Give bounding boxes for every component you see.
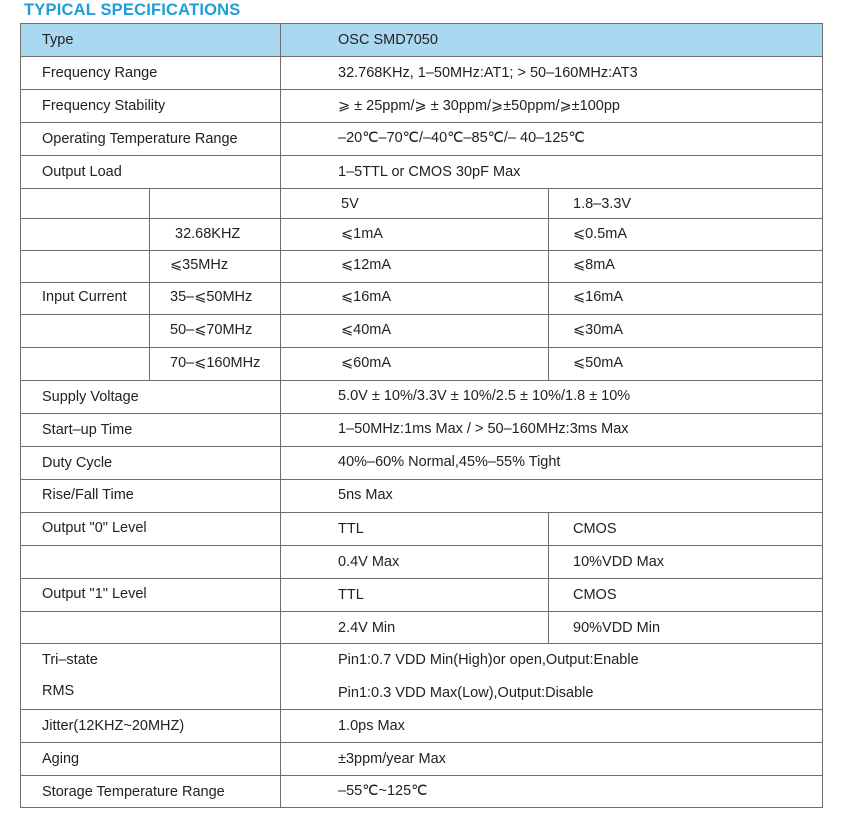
value-tristate-disable: Pin1:0.3 VDD Max(Low),Output:Disable — [338, 685, 594, 701]
output-1-cmos-value: 90%VDD Min — [573, 620, 661, 636]
label-input-current: Input Current — [42, 289, 127, 305]
input-current-5v: ⩽12mA — [341, 257, 392, 273]
label-frequency-stability: Frequency Stability — [42, 98, 166, 114]
label-type: Type — [42, 32, 74, 48]
value-duty-cycle: 40%–60% Normal,45%–55% Tight — [338, 454, 561, 470]
value-jitter: 1.0ps Max — [338, 718, 405, 734]
label-frequency-range: Frequency Range — [42, 65, 158, 81]
output-0-cmos-value: 10%VDD Max — [573, 554, 665, 570]
input-current-33v: ⩽0.5mA — [573, 226, 628, 242]
label-operating-temperature: Operating Temperature Range — [42, 131, 238, 147]
label-output-load: Output Load — [42, 164, 122, 180]
label-output-1: Output "1" Level — [42, 586, 147, 602]
value-aging: ±3ppm/year Max — [338, 751, 446, 767]
value-tristate-enable: Pin1:0.7 VDD Min(High)or open,Output:Enable — [338, 652, 639, 668]
value-frequency-range: 32.768KHz, 1–50MHz:AT1; > 50–160MHz:AT3 — [338, 65, 638, 81]
value-operating-temperature: –20℃–70℃/–40℃–85℃/– 40–125℃ — [338, 130, 585, 146]
input-current-33v: ⩽16mA — [573, 289, 624, 305]
input-current-33v: ⩽30mA — [573, 322, 624, 338]
input-current-freq: 32.68KHZ — [175, 226, 241, 242]
section-title: TYPICAL SPECIFICATIONS — [24, 1, 241, 19]
value-type: OSC SMD7050 — [338, 32, 438, 48]
input-current-freq: 35–⩽50MHz — [170, 289, 253, 305]
label-tristate: Tri–state — [42, 652, 98, 668]
input-current-5v: ⩽60mA — [341, 355, 392, 371]
input-current-5v: ⩽40mA — [341, 322, 392, 338]
input-current-freq: 70–⩽160MHz — [170, 355, 261, 371]
label-rise-fall: Rise/Fall Time — [42, 487, 134, 503]
value-output-load: 1–5TTL or CMOS 30pF Max — [338, 164, 521, 180]
output-1-ttl-value: 2.4V Min — [338, 620, 396, 636]
output-1-cmos: CMOS — [573, 587, 617, 603]
value-storage-temperature: –55℃~125℃ — [338, 783, 428, 799]
input-current-33v: ⩽50mA — [573, 355, 624, 371]
input-current-col-5v: 5V — [341, 196, 359, 212]
label-output-0: Output "0" Level — [42, 520, 147, 536]
input-current-33v: ⩽8mA — [573, 257, 615, 273]
label-aging: Aging — [42, 751, 80, 767]
label-storage-temperature: Storage Temperature Range — [42, 784, 225, 800]
value-rise-fall: 5ns Max — [338, 487, 393, 503]
label-supply-voltage: Supply Voltage — [42, 389, 139, 405]
input-current-freq: ⩽35MHz — [170, 257, 229, 273]
output-1-ttl: TTL — [338, 587, 364, 603]
label-startup-time: Start–up Time — [42, 422, 133, 438]
value-startup-time: 1–50MHz:1ms Max / > 50–160MHz:3ms Max — [338, 421, 629, 437]
output-0-ttl-value: 0.4V Max — [338, 554, 400, 570]
input-current-col-33v: 1.8–3.3V — [573, 196, 632, 212]
value-supply-voltage: 5.0V ± 10%/3.3V ± 10%/2.5 ± 10%/1.8 ± 10% — [338, 388, 631, 404]
input-current-5v: ⩽1mA — [341, 226, 383, 242]
value-frequency-stability: ⩾ ± 25ppm/⩾ ± 30ppm/⩾±50ppm/⩾±100pp — [338, 98, 620, 114]
input-current-5v: ⩽16mA — [341, 289, 392, 305]
output-0-cmos: CMOS — [573, 521, 617, 537]
input-current-freq: 50–⩽70MHz — [170, 322, 253, 338]
output-0-ttl: TTL — [338, 521, 364, 537]
label-jitter: Jitter(12KHZ~20MHZ) — [42, 718, 185, 734]
label-duty-cycle: Duty Cycle — [42, 455, 113, 471]
label-rms: RMS — [42, 683, 75, 699]
